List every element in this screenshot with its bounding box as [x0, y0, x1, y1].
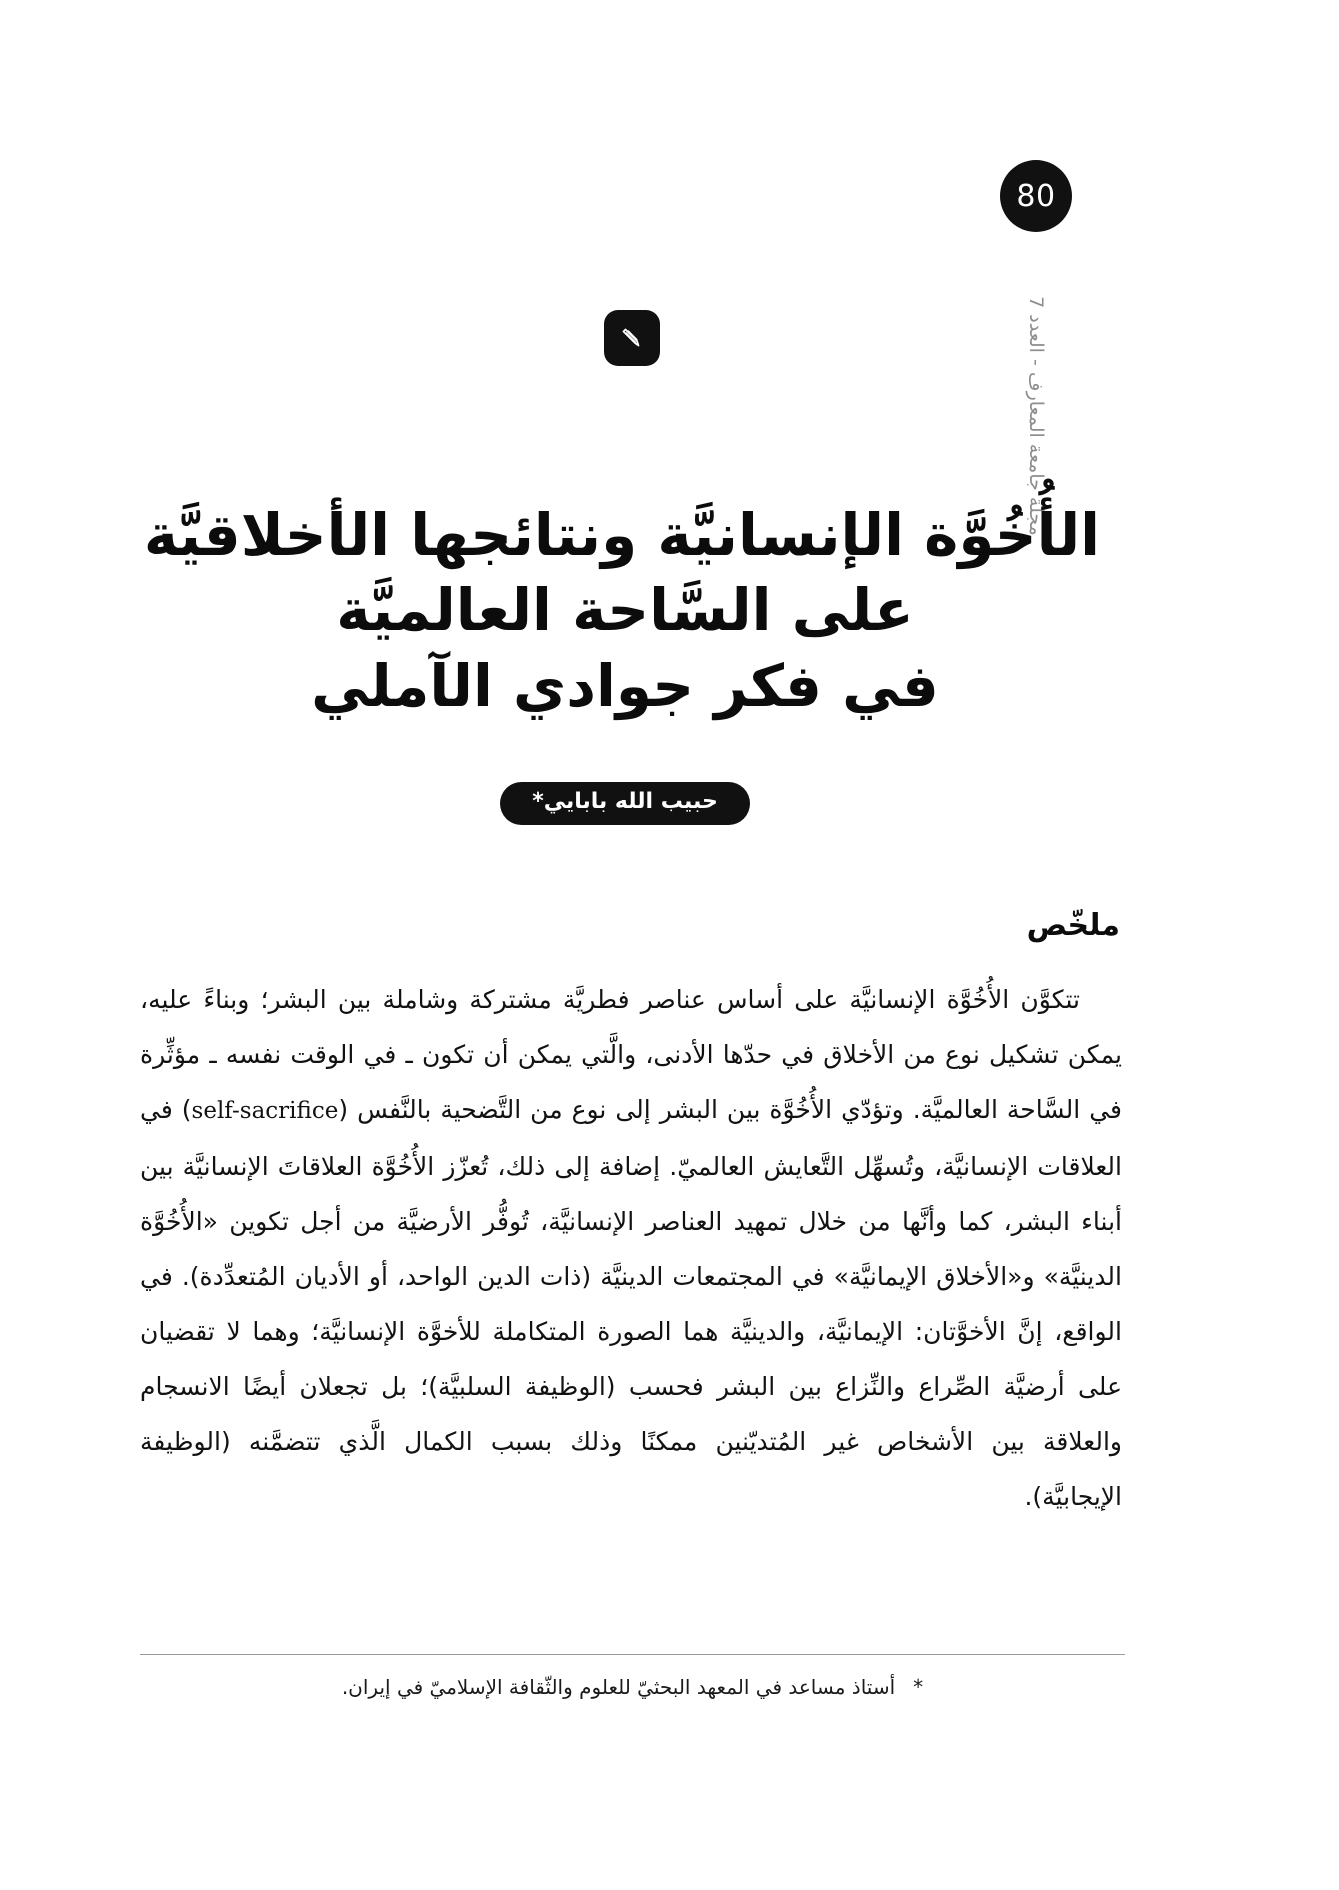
- pencil-icon: [604, 310, 660, 366]
- abstract-body: [140, 972, 1122, 1524]
- author-badge-wrap: [150, 782, 1100, 825]
- abstract-heading: ملخّص: [1026, 908, 1120, 943]
- footnote-text: أستاذ مساعد في المعهد البحثيّ للعلوم والثّقافة الإسلاميّ في إيران.: [341, 1675, 896, 1699]
- page-title: [143, 498, 1100, 724]
- abstract-text-part-1: تتكوَّن الأُخُوَّة الإنسانيَّة على أساس عناصر فطريَّة مشتركة وشاملة بين البشر؛ وبناءً عليه، يمكن تشكيل نوع من الأخلاق في حدّها الأدنى، والَّتي يمكن أن تكون ـ في الوقت نفسه ـ مؤثِّرة في السَّاحة العالميَّة. وتؤدّي الأُخُوَّة بين البشر إلى نوع من التَّضحية بالنَّفس (: [140, 985, 1122, 1124]
- title-line-1: الأُخُوَّة الإنسانيَّة ونتائجها الأخلاقيَّة: [143, 501, 1100, 569]
- footnote-divider: [140, 1654, 1125, 1655]
- footnote: [140, 1672, 1125, 1702]
- page-number-badge: 80: [1000, 160, 1072, 232]
- abstract-latin-term: self-sacrifice: [191, 1098, 339, 1124]
- author-name-badge: حبيب الله بابايي*: [500, 782, 750, 825]
- title-line-3: في فكر جوادي الآملي: [311, 651, 939, 720]
- title-line-2: على السَّاحة العالميَّة: [336, 576, 914, 645]
- footnote-marker: *: [913, 1675, 924, 1699]
- abstract-text-part-2: ) في العلاقات الإنسانيَّة، وتُسهِّل التَّعايش العالميّ. إضافة إلى ذلك، تُعزّز الأُخُوَّة العلاقاتَ الإنسانيَّة بين أبناء البشر، كما وأنَّها من خلال تمهيد العناصر الإنسانيَّة، تُوفُّر الأرضيَّة من أجل تكوين «الأُخُوَّة الدينيَّة» و«الأخلاق الإيمانيَّة» في المجتمعات الدينيَّة (ذات الدين الواحد، أو الأديان المُتعدِّدة). في الواقع، إنَّ الأخوَّتان: الإيمانيَّة، والدينيَّة هما الصورة المتكاملة للأخوَّة الإنسانيَّة؛ وهما لا تقضيان على أرضيَّة الصِّراع والنِّزاع بين البشر فحسب (الوظيفة السلبيَّة)؛ بل تجعلان أيضًا الانسجام والعلاقة بين الأشخاص غير المُتديّنين ممكنًا وذلك بسبب الكمال الَّذي تتضمَّنه (الوظيفة الإيجابيَّة).: [140, 1095, 1122, 1511]
- running-head-label: مجلة جامعة المعارف - العدد 7: [1025, 296, 1047, 536]
